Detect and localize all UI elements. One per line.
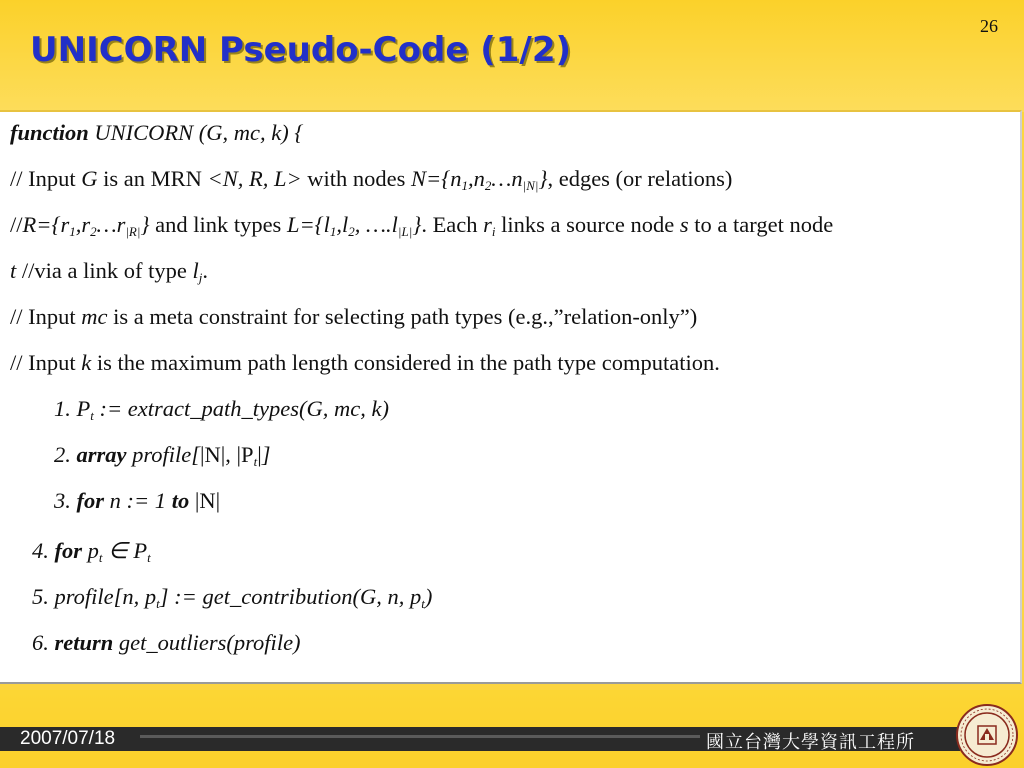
pseudo-code-box bbox=[0, 110, 1022, 684]
footer-date: 2007/07/18 bbox=[20, 728, 116, 749]
code-line-7: 1. $P_t$ := extract_path_types(G, mc, k) bbox=[54, 396, 389, 423]
code-line-6: // Input k is the maximum path length considered in the path type computation. bbox=[10, 350, 720, 375]
page-number: 26 bbox=[980, 16, 998, 36]
footer-institute-name: 國立台灣大學資訊工程所 bbox=[706, 732, 915, 753]
code-line-1: function UNICORN (G, mc, k) { bbox=[10, 120, 304, 145]
code-line-4: t //via a link of type $l_j$. bbox=[10, 258, 208, 285]
code-line-9: 3. for n := 1 to |N| bbox=[54, 488, 221, 513]
university-seal-icon bbox=[956, 704, 1018, 766]
code-line-12: 6. return get_outliers(profile) bbox=[32, 630, 301, 655]
footer-bar-stripe bbox=[140, 735, 700, 738]
code-line-8: 2. array profile[|N|, $|P_t|$] bbox=[54, 442, 271, 469]
slide-title: UNICORN Pseudo-Code (1/2) bbox=[30, 30, 572, 70]
code-line-3: $//R=\{r_1,r_2\dots r_{|R|}\}$ and link types $L=\{l_1,l_2$, $\dots.l_{|L|}$}. Each $r_i$ links a source node s to a target node bbox=[10, 212, 834, 239]
code-line-11: 5. profile[n, $p_t$] := get_contribution(G, n, $p_t$) bbox=[32, 584, 433, 611]
code-line-5: // Input mc is a meta constraint for selecting path types (e.g.,”relation-only”) bbox=[10, 304, 698, 329]
code-line-10: 4. for $p_t$ ∈ $P_t$ bbox=[32, 538, 151, 565]
code-line-2: // Input G is an MRN <N, R, L> with nodes $N=\{n_1,n_2\dots n_{|N|}\}$, edges (or relations) bbox=[10, 166, 733, 193]
